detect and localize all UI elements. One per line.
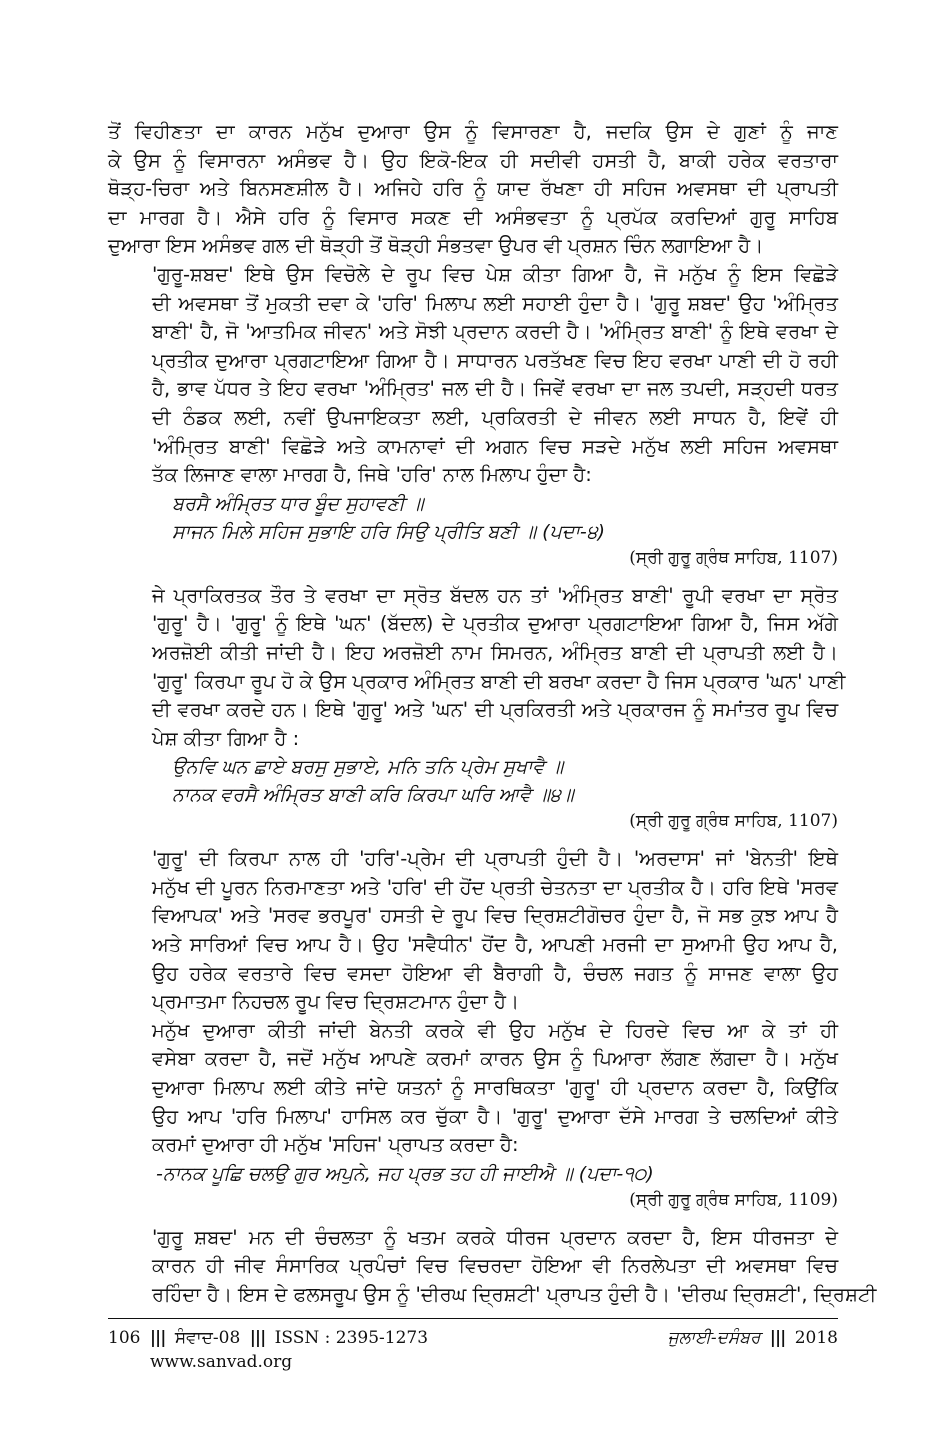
text-line: ਦੀ ਅਵਸਥਾ ਤੋਂ ਮੁਕਤੀ ਦਵਾ ਕੇ 'ਹਰਿ' ਮਿਲਾਪ ਲਈ ਸਹਾਈ ਹੁੰਦਾ ਹੈ। 'ਗੁਰੂ ਸ਼ਬਦ' ਉਹ 'ਅੰਮ੍ਰਿਤ [152, 291, 838, 315]
text-line: ਤੋਂ ਵਿਹੀਣਤਾ ਦਾ ਕਾਰਨ ਮਨੁੱਖ ਦੁਆਰਾ ਉਸ ਨੂੰ ਵਿਸਾਰਣਾ ਹੈ, ਜਦਕਿ ਉਸ ਦੇ ਗੁਣਾਂ ਨੂੰ ਜਾਣ [108, 120, 838, 143]
quote-line: ਬਰਸੈ ਅੰਮ੍ਰਿਤ ਧਾਰ ਬੂੰਦ ਸੁਹਾਵਣੀ ॥ [172, 492, 424, 515]
text-line: ਥੋੜ੍ਹ-ਚਿਰਾ ਅਤੇ ਬਿਨਸਣਸ਼ੀਲ ਹੈ। ਅਜਿਹੇ ਹਰਿ ਨੂੰ ਯਾਦ ਰੱਖਣਾ ਹੀ ਸਹਿਜ ਅਵਸਥਾ ਦੀ ਪ੍ਰਾਪਤੀ [108, 177, 838, 201]
text-line: ਪੇਸ਼ ਕੀਤਾ ਗਿਆ ਹੈ : [152, 726, 300, 750]
footer-right [668, 1328, 838, 1348]
issue-year: 2018 [794, 1328, 838, 1348]
journal-name: ਸੰਵਾਦ-08 [174, 1328, 241, 1348]
text-line: ਕੇ ਉਸ ਨੂੰ ਵਿਸਾਰਨਾ ਅਸੰਭਵ ਹੈ। ਉਹ ਇਕੋ-ਇਕ ਹੀ ਸਦੀਵੀ ਹਸਤੀ ਹੈ, ਬਾਕੀ ਹਰੇਕ ਵਰਤਾਰਾ [108, 148, 838, 172]
paragraph-6 [108, 1224, 877, 1310]
text-line: ਕਰਮਾਂ ਦੁਆਰਾ ਹੀ ਮਨੁੱਖ 'ਸਹਿਜ' ਪ੍ਰਾਪਤ ਕਰਦਾ ਹੈ: [152, 1133, 519, 1157]
quote-line: ਨਾਨਕ ਵਰਸੈ ਅੰਮ੍ਰਿਤ ਬਾਣੀ ਕਰਿ ਕਿਰਪਾ ਘਰਿ ਆਵੈ ॥੪॥ [172, 784, 574, 807]
text-line: 'ਗੁਰੂ' ਕਿਰਪਾ ਰੂਪ ਹੋ ਕੇ ਉਸ ਪ੍ਰਕਾਰ ਅੰਮ੍ਰਿਤ ਬਾਣੀ ਦੀ ਬਰਖਾ ਕਰਦਾ ਹੈ ਜਿਸ ਪ੍ਰਕਾਰ 'ਘਨ' ਪਾਣੀ [152, 669, 846, 693]
text-line: 'ਅੰਮ੍ਰਿਤ ਬਾਣੀ' ਵਿਛੋੜੇ ਅਤੇ ਕਾਮਨਾਵਾਂ ਦੀ ਅਗਨ ਵਿਚ ਸੜਦੇ ਮਨੁੱਖ ਲਈ ਸਹਿਜ ਅਵਸਥਾ [152, 434, 838, 458]
text-line: ਅਰਜ਼ੋਈ ਕੀਤੀ ਜਾਂਦੀ ਹੈ। ਇਹ ਅਰਜ਼ੋਈ ਨਾਮ ਸਿਮਰਨ, ਅੰਮ੍ਰਿਤ ਬਾਣੀ ਦੀ ਪ੍ਰਾਪਤੀ ਲਈ ਹੈ। [152, 640, 838, 664]
quote-line: ਉਨਵਿ ਘਨ ਛਾਏ ਬਰਸੁ ਸੁਭਾਏ, ਮਨਿ ਤਨਿ ਪ੍ਰੇਮ ਸੁਖਾਵੈ ॥ [172, 756, 564, 779]
citation-2: (ਸ੍ਰੀ ਗੁਰੂ ਗ੍ਰੰਥ ਸਾਹਿਬ, 1107) [629, 811, 838, 832]
separator: ||| [769, 1328, 786, 1348]
article-body [108, 118, 877, 1310]
text-line: ਅਤੇ ਸਾਰਿਆਂ ਵਿਚ ਆਪ ਹੈ। ਉਹ 'ਸਵੈਧੀਨ' ਹੋਂਦ ਹੈ, ਆਪਣੀ ਮਰਜੀ ਦਾ ਸੁਆਮੀ ਉਹ ਆਪ ਹੈ, [152, 933, 838, 957]
text-line: ਦਾ ਮਾਰਗ ਹੈ। ਐਸੇ ਹਰਿ ਨੂੰ ਵਿਸਾਰ ਸਕਣ ਦੀ ਅਸੰਭਵਤਾ ਨੂੰ ਪ੍ਰਪੱਕ ਕਰਦਿਆਂ ਗੁਰੂ ਸਾਹਿਬ [108, 205, 838, 229]
text-line: 'ਗੁਰੂ-ਸ਼ਬਦ' ਇਥੇ ਉਸ ਵਿਚੋਲੇ ਦੇ ਰੂਪ ਵਿਚ ਪੇਸ਼ ਕੀਤਾ ਗਿਆ ਹੈ, ਜੋ ਮਨੁੱਖ ਨੂੰ ਇਸ ਵਿਛੋੜੇ [152, 262, 838, 286]
quote-line: -ਨਾਨਕ ਪੂਛਿ ਚਲਉ ਗੁਰ ਅਪੁਨੇ, ਜਹ ਪ੍ਰਭ ਤਹ ਹੀ ਜਾਈਐ ॥ (ਪਦਾ-੧੦) [156, 1162, 654, 1185]
text-line: ਦੁਆਰਾ ਇਸ ਅਸੰਭਵ ਗਲ ਦੀ ਥੋੜ੍ਹੀ ਤੋਂ ਥੋੜ੍ਹੀ ਸੰਭਤਵਾ ਉਪਰ ਵੀ ਪ੍ਰਸ਼ਨ ਚਿੰਨ ਲਗਾਇਆ ਹੈ। [108, 234, 764, 258]
scripture-quote-1 [108, 490, 838, 546]
citation-1: (ਸ੍ਰੀ ਗੁਰੂ ਗ੍ਰੰਥ ਸਾਹਿਬ, 1107) [629, 547, 838, 568]
text-line: ਉਹ ਆਪ 'ਹਰਿ ਮਿਲਾਪ' ਹਾਸਿਲ ਕਰ ਚੁੱਕਾ ਹੈ। 'ਗੁਰੂ' ਦੁਆਰਾ ਦੱਸੇ ਮਾਰਗ ਤੇ ਚਲਦਿਆਂ ਕੀਤੇ [152, 1104, 838, 1128]
text-line: ਕਾਰਨ ਹੀ ਜੀਵ ਸੰਸਾਰਿਕ ਪ੍ਰਪੰਚਾਂ ਵਿਚ ਵਿਚਰਦਾ ਹੋਇਆ ਵੀ ਨਿਰਲੇਪਤਾ ਦੀ ਅਵਸਥਾ ਵਿਚ [152, 1254, 838, 1278]
text-line: ਦੁਆਰਾ ਮਿਲਾਪ ਲਈ ਕੀਤੇ ਜਾਂਦੇ ਯਤਨਾਂ ਨੂੰ ਸਾਰਥਿਕਤਾ 'ਗੁਰੂ' ਹੀ ਪ੍ਰਦਾਨ ਕਰਦਾ ਹੈ, ਕਿਉਂਕਿ [152, 1076, 838, 1100]
text-line: ਮਨੁੱਖ ਦੁਆਰਾ ਕੀਤੀ ਜਾਂਦੀ ਬੇਨਤੀ ਕਰਕੇ ਵੀ ਉਹ ਮਨੁੱਖ ਦੇ ਹਿਰਦੇ ਵਿਚ ਆ ਕੇ ਤਾਂ ਹੀ [152, 1018, 838, 1042]
text-line: ਜੇ ਪ੍ਰਾਕਿਰਤਕ ਤੌਰ ਤੇ ਵਰਖਾ ਦਾ ਸ੍ਰੋਤ ਬੱਦਲ ਹਨ ਤਾਂ 'ਅੰਮ੍ਰਿਤ ਬਾਣੀ' ਰੂਪੀ ਵਰਖਾ ਦਾ ਸ੍ਰੋਤ [152, 583, 838, 607]
text-line: ਪ੍ਰਮਾਤਮਾ ਨਿਹਚਲ ਰੂਪ ਵਿਚ ਦ੍ਰਿਸ਼ਟਮਾਨ ਹੁੰਦਾ ਹੈ। [152, 990, 520, 1014]
footer-left [108, 1328, 428, 1348]
text-line: ਪ੍ਰਤੀਕ ਦੁਆਰਾ ਪ੍ਰਗਟਾਇਆ ਗਿਆ ਹੈ। ਸਾਧਾਰਨ ਪਰਤੱਖਣ ਵਿਚ ਇਹ ਵਰਖਾ ਪਾਣੀ ਦੀ ਹੋ ਰਹੀ [152, 348, 838, 372]
text-line: ਦੀ ਵਰਖਾ ਕਰਦੇ ਹਨ। ਇਥੇ 'ਗੁਰੂ' ਅਤੇ 'ਘਨ' ਦੀ ਪ੍ਰਕਿਰਤੀ ਅਤੇ ਪ੍ਰਕਾਰਜ ਨੂੰ ਸਮਾਂਤਰ ਰੂਪ ਵਿਚ [152, 698, 838, 722]
text-line: ਵਿਆਪਕ' ਅਤੇ 'ਸਰਵ ਭਰਪੂਰ' ਹਸਤੀ ਦੇ ਰੂਪ ਵਿਚ ਦ੍ਰਿਸ਼ਟੀਗੋਚਰ ਹੁੰਦਾ ਹੈ, ਜੋ ਸਭ ਕੁਝ ਆਪ ਹੈ [152, 904, 838, 928]
text-line: ਵਸੇਬਾ ਕਰਦਾ ਹੈ, ਜਦੋਂ ਮਨੁੱਖ ਆਪਣੇ ਕਰਮਾਂ ਕਾਰਨ ਉਸ ਨੂੰ ਪਿਆਰਾ ਲੱਗਣ ਲੱਗਦਾ ਹੈ। ਮਨੁੱਖ [152, 1047, 838, 1071]
text-line: ਤੱਕ ਲਿਜਾਣ ਵਾਲਾ ਮਾਰਗ ਹੈ, ਜਿਥੇ 'ਹਰਿ' ਨਾਲ ਮਿਲਾਪ ਹੁੰਦਾ ਹੈ: [152, 463, 592, 487]
separator: ||| [149, 1328, 166, 1348]
scripture-quote-2 [108, 753, 838, 809]
website-url: www.sanvad.org [150, 1352, 293, 1372]
citation-3: (ਸ੍ਰੀ ਗੁਰੂ ਗ੍ਰੰਥ ਸਾਹਿਬ, 1109) [629, 1189, 838, 1210]
text-line: ਬਾਣੀ' ਹੈ, ਜੋ 'ਆਤਮਿਕ ਜੀਵਨ' ਅਤੇ ਸੋਝੀ ਪ੍ਰਦਾਨ ਕਰਦੀ ਹੈ। 'ਅੰਮ੍ਰਿਤ ਬਾਣੀ' ਨੂੰ ਇਥੇ ਵਰਖਾ ਦੇ [152, 320, 838, 344]
paragraph-3 [108, 582, 846, 754]
paragraph-5 [108, 1017, 838, 1160]
text-line: ਦੀ ਠੰਡਕ ਲਈ, ਨਵੀਂ ਉਪਜਾਇਕਤਾ ਲਈ, ਪ੍ਰਕਿਰਤੀ ਦੇ ਜੀਵਨ ਲਈ ਸਾਧਨ ਹੈ, ਇਵੇਂ ਹੀ [152, 405, 838, 429]
text-line: 'ਗੁਰੂ' ਦੀ ਕਿਰਪਾ ਨਾਲ ਹੀ 'ਹਰਿ'-ਪ੍ਰੇਮ ਦੀ ਪ੍ਰਾਪਤੀ ਹੁੰਦੀ ਹੈ। 'ਅਰਦਾਸ' ਜਾਂ 'ਬੇਨਤੀ' ਇਥੇ [152, 847, 838, 871]
paragraph-1 [108, 118, 838, 261]
issue-period: ਜੁਲਾਈ-ਦਸੰਬਰ [667, 1328, 761, 1348]
text-line: ਹੈ, ਭਾਵ ਪੱਧਰ ਤੇ ਇਹ ਵਰਖਾ 'ਅੰਮ੍ਰਿਤ' ਜਲ ਦੀ ਹੈ। ਜਿਵੇਂ ਵਰਖਾ ਦਾ ਜਲ ਤਪਦੀ, ਸੜ੍ਹਦੀ ਧਰਤ [152, 377, 838, 401]
page-number: 106 [108, 1328, 141, 1348]
issn: ISSN : 2395-1273 [274, 1328, 429, 1348]
text-line: 'ਗੁਰੂ ਸ਼ਬਦ' ਮਨ ਦੀ ਚੰਚਲਤਾ ਨੂੰ ਖਤਮ ਕਰਕੇ ਧੀਰਜ ਪ੍ਰਦਾਨ ਕਰਦਾ ਹੈ, ਇਸ ਧੀਰਜਤਾ ਦੇ [152, 1225, 838, 1249]
separator: ||| [249, 1328, 266, 1348]
footer-divider [108, 1318, 838, 1319]
text-line: ਉਹ ਹਰੇਕ ਵਰਤਾਰੇ ਵਿਚ ਵਸਦਾ ਹੋਇਆ ਵੀ ਬੈਰਾਗੀ ਹੈ, ਚੰਚਲ ਜਗਤ ਨੂੰ ਸਾਜਣ ਵਾਲਾ ਉਹ [152, 961, 838, 985]
text-line: ਰਹਿੰਦਾ ਹੈ। ਇਸ ਦੇ ਫਲਸਰੂਪ ਉਸ ਨੂੰ 'ਦੀਰਘ ਦ੍ਰਿਸ਼ਟੀ' ਪ੍ਰਾਪਤ ਹੁੰਦੀ ਹੈ। 'ਦੀਰਘ ਦ੍ਰਿਸ਼ਟੀ', ਦ੍ਰਿਸ਼ਟੀ [152, 1283, 877, 1306]
paragraph-2 [108, 261, 838, 490]
text-line: 'ਗੁਰੂ' ਹੈ। 'ਗੁਰੂ' ਨੂੰ ਇਥੇ 'ਘਨ' (ਬੱਦਲ) ਦੇ ਪ੍ਰਤੀਕ ਦੁਆਰਾ ਪ੍ਰਗਟਾਇਆ ਗਿਆ ਹੈ, ਜਿਸ ਅੱਗੇ [152, 612, 838, 636]
paragraph-4 [108, 845, 838, 1017]
text-line: ਮਨੁੱਖ ਦੀ ਪੂਰਨ ਨਿਰਮਾਣਤਾ ਅਤੇ 'ਹਰਿ' ਦੀ ਹੋਂਦ ਪ੍ਰਤੀ ਚੇਤਨਤਾ ਦਾ ਪ੍ਰਤੀਕ ਹੈ। ਹਰਿ ਇਥੇ 'ਸਰਵ [152, 875, 838, 899]
quote-line: ਸਾਜਨ ਮਿਲੇ ਸਹਿਜ ਸੁਭਾਇ ਹਰਿ ਸਿਉ ਪ੍ਰੀਤਿ ਬਣੀ ॥ (ਪਦਾ-੪) [172, 520, 606, 543]
scripture-quote-3 [108, 1160, 838, 1188]
